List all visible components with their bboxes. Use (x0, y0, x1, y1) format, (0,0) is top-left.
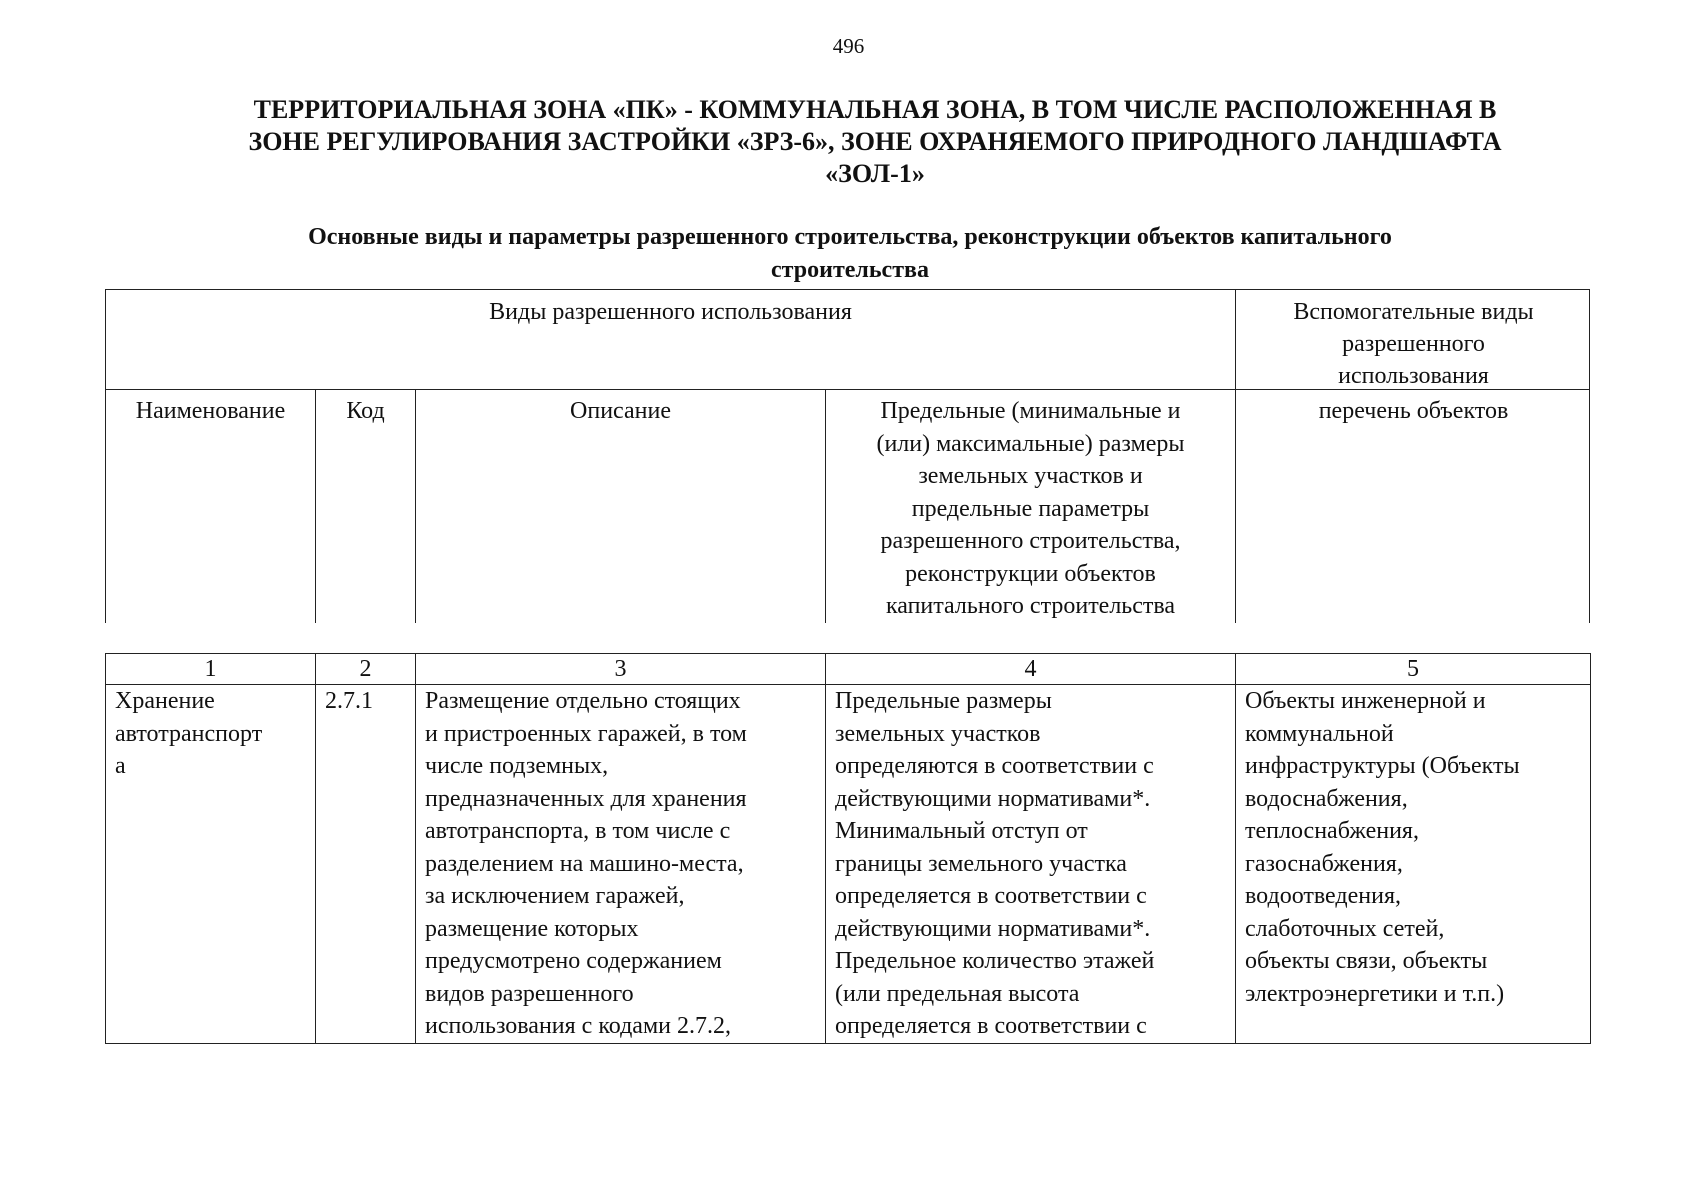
header-limits: Предельные (минимальные и (или) максимальные) размеры земельных участков и предельные параметры разрешенного строительства, реконструкции объектов капитального строительства (876, 398, 1185, 619)
row-name: Хранение автотранспорт а (106, 685, 316, 1044)
row-limits: Предельные размеры земельных участков определяются в соответствии с действующими нормативами*. Минимальный отступ от границы земельного участка определяется в соответствии с действующими нормативами*. Предельное количество этажей (или предельная высота определяется в соответствии с (826, 685, 1236, 1044)
column-number: 4 (826, 654, 1236, 685)
column-number: 2 (316, 654, 416, 685)
table-header-top (105, 289, 1590, 389)
row-description: Размещение отдельно стоящих и пристроенных гаражей, в том числе подземных, предназначенных для хранения автотранспорта, в том числе с разделением на машино-места, за исключением гаражей, размещение которых предусмотрено содержанием видов разрешенного использования с кодами 2.7.2, (416, 685, 826, 1044)
column-number: 5 (1236, 654, 1591, 685)
section-title-line: Основные виды и параметры разрешенного строительства, реконструкции объектов капитального (308, 224, 1392, 250)
row-auxiliary: Объекты инженерной и коммунальной инфраструктуры (Объекты водоснабжения, теплоснабжения, газоснабжения, водоотведения, слаботочных сетей, объекты связи, объекты электроэнергетики и т.п.) (1236, 685, 1591, 1044)
header-name: Наименование (135, 398, 286, 424)
section-title-line: строительства (771, 257, 929, 283)
column-number: 3 (416, 654, 826, 685)
header-code: Код (346, 398, 385, 424)
header-permitted-uses: Виды разрешенного использования (489, 299, 852, 325)
header-description: Описание (570, 398, 671, 424)
zone-title (150, 94, 1600, 190)
table-header-sub (105, 389, 1590, 623)
header-objects-list: перечень объектов (1318, 398, 1509, 424)
regulations-table (105, 653, 1591, 1044)
column-number: 1 (106, 654, 316, 685)
zone-title-line: ТЕРРИТОРИАЛЬНАЯ ЗОНА «ПК» - КОММУНАЛЬНАЯ ЗОНА, В ТОМ ЧИСЛЕ РАСПОЛОЖЕННАЯ В (253, 95, 1497, 124)
page-number: 496 (832, 34, 865, 58)
section-title (150, 221, 1550, 287)
zone-title-line: ЗОНЕ РЕГУЛИРОВАНИЯ ЗАСТРОЙКИ «ЗРЗ-6», ЗОНЕ ОХРАНЯЕМОГО ПРИРОДНОГО ЛАНДШАФТА (248, 127, 1502, 156)
table-row (106, 685, 1591, 1044)
column-numbers-row (106, 654, 1591, 685)
header-auxiliary-uses: Вспомогательные виды разрешенного использования (1293, 299, 1534, 389)
zone-title-line: «ЗОЛ-1» (825, 159, 925, 188)
row-code: 2.7.1 (316, 685, 416, 1044)
